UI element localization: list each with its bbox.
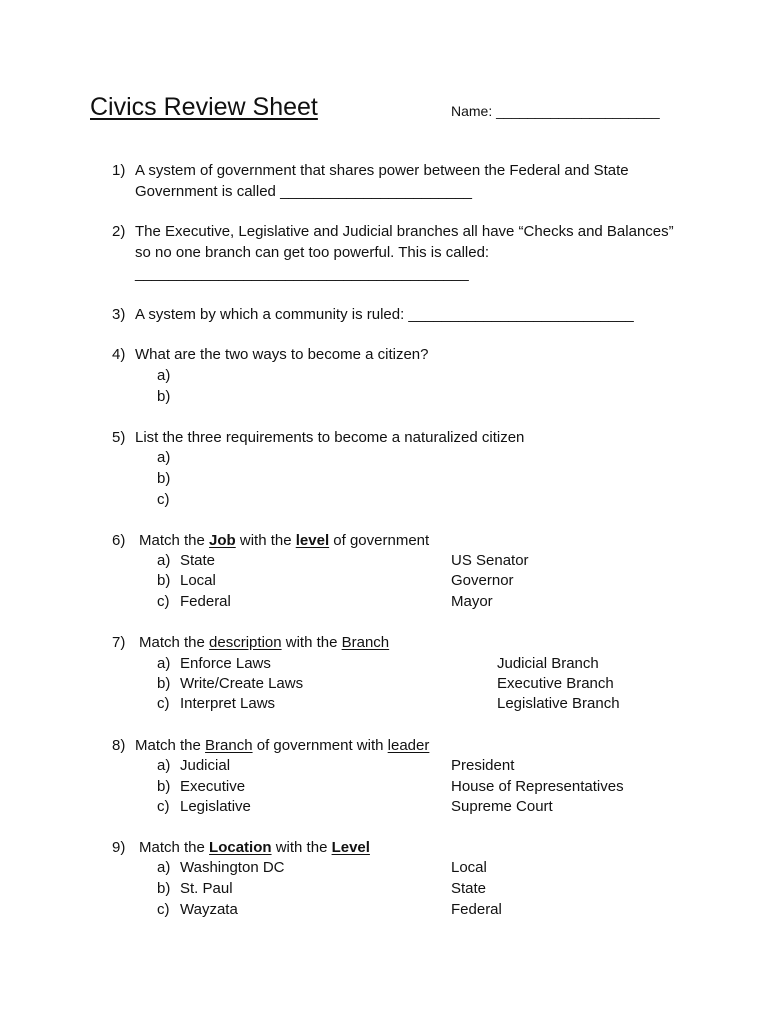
match-option: Executive Branch: [497, 675, 614, 692]
question-text: [135, 737, 429, 755]
item-text: Enforce Laws: [180, 655, 271, 672]
match-option: State: [451, 880, 487, 897]
keyword-branch: Branch: [341, 634, 390, 651]
item-text: Legislative: [180, 798, 251, 815]
item-text: Wayzata: [180, 901, 238, 918]
name-field-label: Name: _____________________: [451, 103, 660, 119]
item-text: St. Paul: [180, 880, 233, 897]
question-text: List the three requirements to become a naturalized citizen: [135, 429, 525, 446]
question-number: 2): [112, 223, 126, 240]
keyword-level: level: [295, 532, 330, 549]
item-letter: b): [157, 675, 171, 692]
match-option: House of Representatives: [451, 778, 624, 795]
match-option: US Senator: [451, 552, 529, 569]
item-letter: b): [157, 880, 171, 897]
item-text: Local: [180, 572, 216, 589]
keyword-location: Location: [209, 839, 272, 856]
question-number: 3): [112, 306, 126, 323]
question-number: 4): [112, 346, 126, 363]
match-option: Judicial Branch: [497, 655, 599, 672]
item-letter: c): [157, 798, 170, 815]
item-text: Washington DC: [180, 859, 285, 876]
item-letter: c): [157, 901, 170, 918]
page-title: Civics Review Sheet: [90, 93, 318, 121]
match-option: Supreme Court: [451, 798, 553, 815]
question-number: 9): [112, 839, 126, 856]
match-option: Federal: [451, 901, 502, 918]
question-text: The Executive, Legislative and Judicial branches all have “Checks and Balances”: [135, 223, 674, 240]
question-text-part: Match the: [139, 532, 210, 549]
item-letter: a): [157, 655, 171, 672]
item-text: Federal: [180, 593, 231, 610]
answer-letter: c): [157, 491, 170, 508]
item-letter: a): [157, 859, 171, 876]
question-text-part: of government with: [252, 737, 388, 754]
answer-letter: b): [157, 388, 171, 405]
answer-blank: ________________________________________: [135, 265, 469, 282]
keyword-level: Level: [331, 839, 370, 856]
question-number: 7): [112, 634, 126, 651]
keyword-description: description: [209, 634, 282, 651]
question-text: What are the two ways to become a citizen?: [135, 346, 429, 363]
question-text: A system by which a community is ruled: ___________________________: [135, 306, 634, 323]
question-text: [139, 634, 389, 652]
question-text-part: with the: [281, 634, 342, 651]
match-option: Legislative Branch: [497, 695, 620, 712]
question-text-part: Match the: [135, 737, 206, 754]
item-text: State: [180, 552, 216, 569]
answer-letter: a): [157, 449, 171, 466]
question-number: 6): [112, 532, 126, 549]
answer-letter: a): [157, 367, 171, 384]
question-text: A system of government that shares power between the Federal and State: [135, 162, 629, 179]
item-text: Interpret Laws: [180, 695, 276, 712]
item-letter: b): [157, 572, 171, 589]
item-letter: c): [157, 593, 170, 610]
question-text-part: Match the: [139, 839, 210, 856]
keyword-job: Job: [209, 532, 236, 549]
question-text-part: Match the: [139, 634, 210, 651]
item-letter: a): [157, 552, 171, 569]
question-text: so no one branch can get too powerful. This is called:: [135, 244, 490, 261]
keyword-leader: leader: [387, 737, 430, 754]
item-letter: b): [157, 778, 171, 795]
match-option: Mayor: [451, 593, 493, 610]
question-text: [139, 532, 429, 550]
item-letter: c): [157, 695, 170, 712]
match-option: Local: [451, 859, 487, 876]
question-text: Government is called _______________________: [135, 183, 472, 200]
item-text: Write/Create Laws: [180, 675, 304, 692]
match-option: Governor: [451, 572, 514, 589]
match-option: President: [451, 757, 515, 774]
question-text: [139, 839, 370, 857]
question-text-part: with the: [271, 839, 332, 856]
keyword-branch: Branch: [205, 737, 253, 754]
item-letter: a): [157, 757, 171, 774]
question-number: 1): [112, 162, 126, 179]
item-text: Judicial: [180, 757, 231, 774]
answer-letter: b): [157, 470, 171, 487]
question-text-part: with the: [235, 532, 296, 549]
question-number: 8): [112, 737, 126, 754]
item-text: Executive: [180, 778, 246, 795]
question-text-part: of government: [329, 532, 430, 549]
question-number: 5): [112, 429, 126, 446]
